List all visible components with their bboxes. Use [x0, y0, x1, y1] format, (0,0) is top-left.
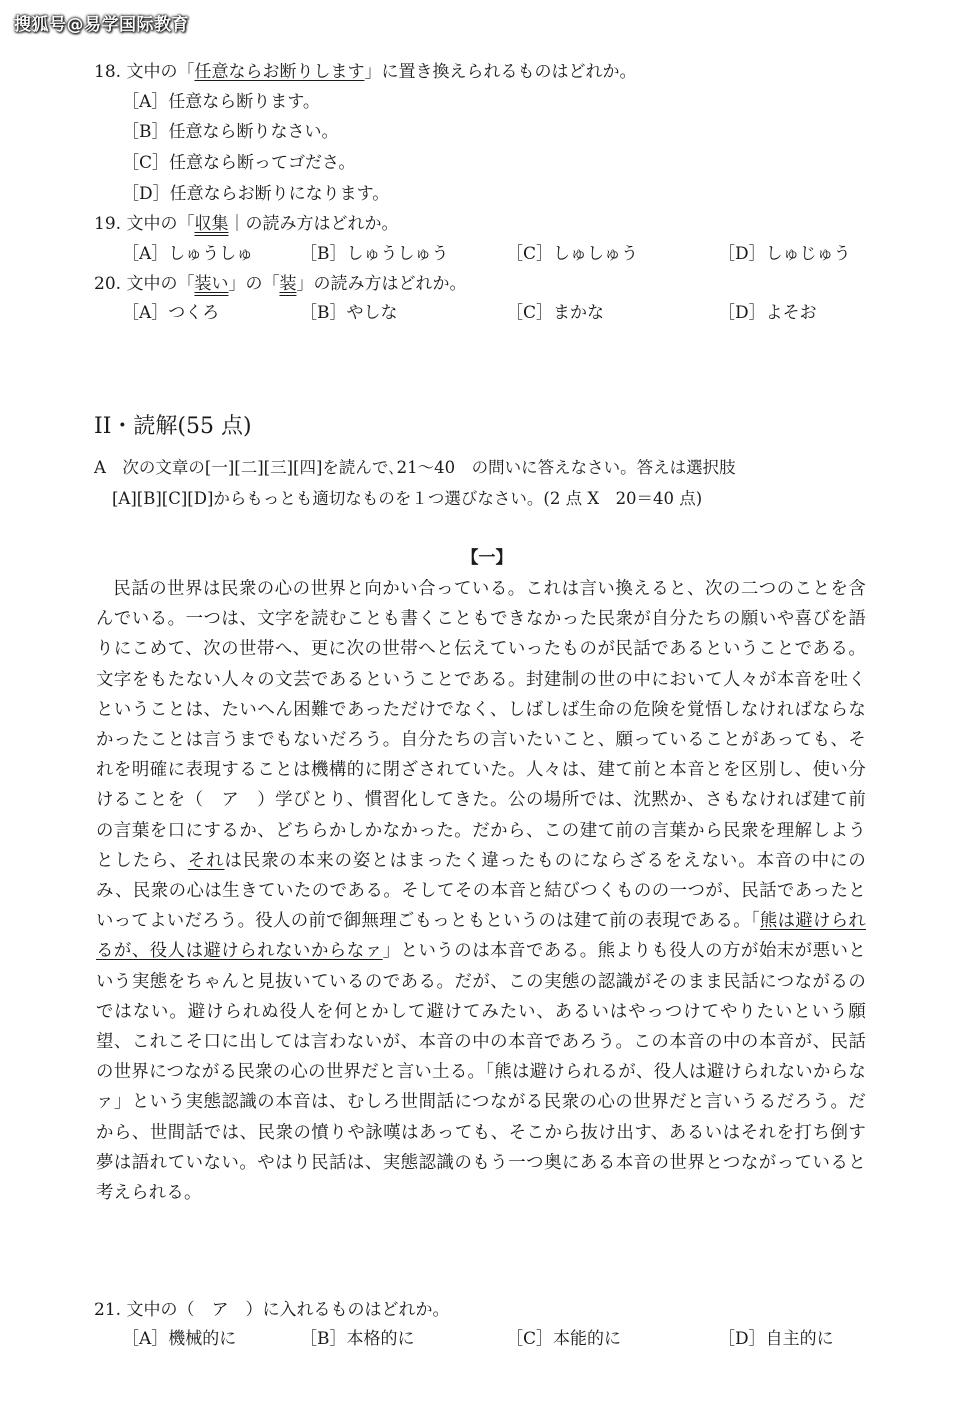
question-20-option-d[interactable]: ［D］よそお	[718, 303, 817, 323]
question-20-option-b[interactable]: ［B］やしな	[300, 303, 398, 323]
question-18-target: 任意ならお断りします	[194, 62, 365, 82]
question-19-option-a[interactable]: ［A］しゅうしゅ	[122, 244, 254, 264]
passage-underline-quote: 熊は避けられるが、役人は避けられないからなァ	[96, 911, 866, 962]
passage-title: 【一】	[461, 548, 513, 568]
question-21-option-c[interactable]: ［C］本能的に	[506, 1329, 622, 1349]
question-19-target: 収集	[194, 214, 229, 234]
section-heading: II・読解(55 点)	[94, 414, 252, 439]
passage-part-2: は民衆の本来の姿とはまったく違ったものにならざるをえない。本音の中にのみ、民衆の心は生きていたのである。そしてその本音と結びつくものの一つが、民話であったといってよいだろう。役人の前で御無理ごもっともというのは建て前の表現である。「	[96, 850, 866, 932]
passage-body	[96, 574, 866, 1208]
passage-underline-sore: それ	[187, 850, 225, 871]
question-20	[94, 273, 466, 295]
question-18-option-a[interactable]: ［A］任意なら断ります。	[122, 92, 320, 112]
passage-part-1: 民話の世界は民衆の心の世界と向かい合っている。これは言い換えると、次の二つのことを含んでいる。一つは、文字を読むことも書くこともできなかった民衆が自分たちの願いや喜びを語りにこめて、次の世帯へ、更に次の世帯へと伝えていったものが民話であるということである。文字をもたない人々の文芸であるということである。封建制の世の中において人々が本音を吐くということは、たいへん困難であっただけでなく、しばしば生命の危険を覚悟しなければならなかったことは言うまでもないだろう。自分たちの言いたいこと、願っていることがあっても、それを明確に表現することは機構的に閉ざされていた。人々は、建て前と本音とを区別し、使い分けることを（ ア ）学びとり、慣習化してきた。公の場所では、沈黙か、さもなければ建て前の言葉を口にするか、どちらかしかなかった。だから、この建て前の言葉から民衆を理解しようとしたら、	[96, 579, 866, 871]
question-20-option-c[interactable]: ［C］まかな	[506, 303, 605, 323]
question-19-option-b[interactable]: ［B］しゅうしゅう	[300, 244, 449, 264]
question-19-option-c[interactable]: ［C］しゅしゅう	[506, 244, 639, 264]
question-19-option-d[interactable]: ［D］しゅじゅう	[718, 244, 851, 264]
question-18-option-c[interactable]: ［C］任意なら断ってゴださ。	[122, 153, 356, 173]
question-19	[94, 213, 398, 235]
question-18-option-d[interactable]: ［D］任意ならお断りになります。	[122, 184, 390, 204]
question-20-option-a[interactable]: ［A］つくろ	[122, 303, 220, 323]
question-20-middle: 」の「	[228, 274, 280, 294]
question-18-suffix: 」に置き換えられるものはどれか。	[364, 62, 637, 82]
watermark: 搜狐号@易学国际教育	[14, 15, 189, 35]
question-20-target-2: 装	[279, 274, 297, 294]
question-20-prefix: 20. 文中の「	[94, 274, 195, 294]
question-20-target-1: 装い	[194, 274, 229, 294]
question-20-suffix: 」の読み方はどれか。	[296, 274, 467, 294]
instruction-line-2: [A][B][C][D]からもっとも適切なものを１つ選びなさい。(2 点 X 20＝40 点)	[112, 489, 703, 508]
question-19-prefix: 19. 文中の「	[94, 214, 195, 234]
question-21: 21. 文中の（ ア ）に入れるものはどれか。	[94, 1300, 450, 1320]
question-21-option-b[interactable]: ［B］本格的に	[300, 1329, 415, 1349]
question-18-prefix: 18. 文中の「	[94, 62, 195, 82]
question-19-suffix: ｜の読み方はどれか。	[228, 214, 399, 234]
passage-part-3: 」というのは本音である。熊よりも役人の方が始末が悪いという実態をちゃんと見抜いているのである。だが、この実態の認識がそのまま民話につながるのではない。避けられぬ役人を何とかして避けてみたい、あるいはやっつけてやりたいという願望、これこそ口に出しては言わないが、本音の中の本音であろう。この本音の中の本音が、民話の世界につながる民衆の心の世界だと言い土る。「熊は避けられるが、役人は避けられないからなァ」という実態認識の本音は、むしろ世間話につながる民衆の心の世界だと言いうるだろう。だから、世間話では、民衆の憤りや詠嘆はあっても、そこから抜け出す、あるいはそれを打ち倒す夢は語れていない。やはり民話は、実態認識のもう一つ奥にある本音の世界とつながっていると考えられる。	[96, 941, 867, 1204]
question-21-option-a[interactable]: ［A］機械的に	[122, 1329, 237, 1349]
question-18	[94, 61, 636, 83]
instruction-line-1: A 次の文章の[一][二][三][四]を読んで､21～40 の問いに答えなさい。答えは選択肢	[94, 458, 736, 477]
question-18-option-b[interactable]: ［B］任意なら断りなさい。	[122, 122, 339, 142]
question-21-option-d[interactable]: ［D］自主的に	[718, 1329, 834, 1349]
